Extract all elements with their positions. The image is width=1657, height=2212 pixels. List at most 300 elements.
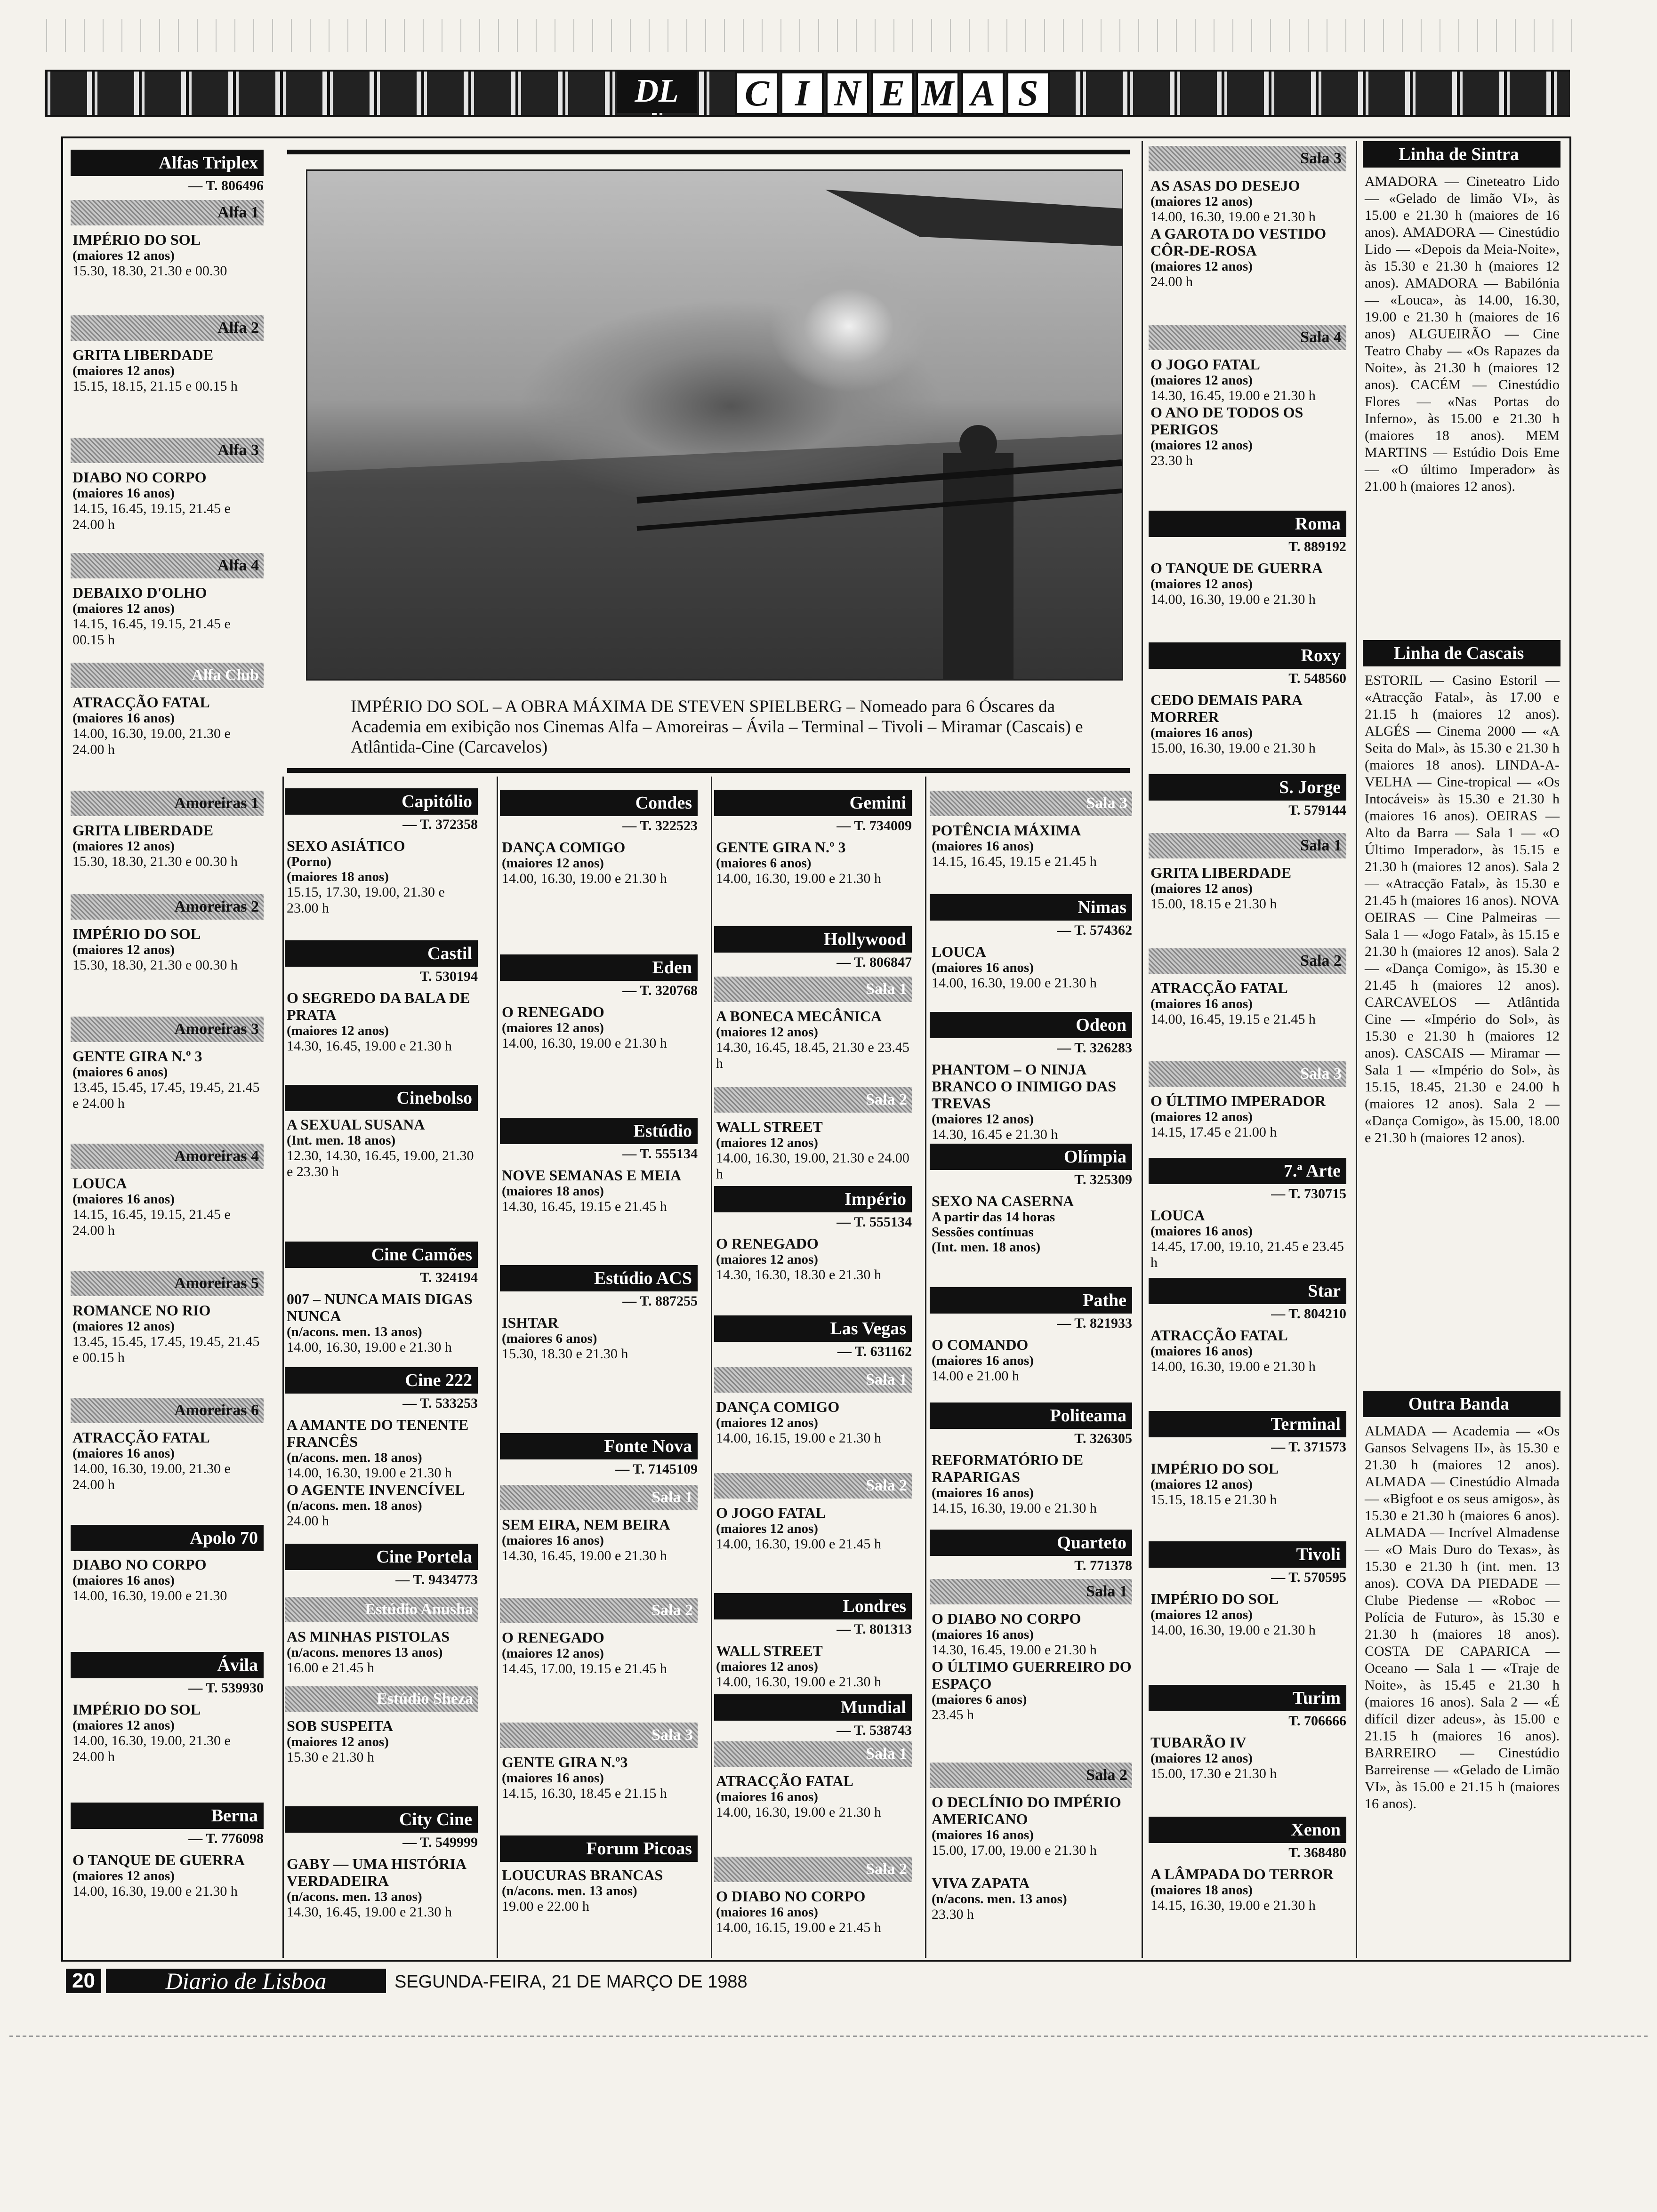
film-title: ATRACÇÃO FATAL bbox=[1150, 979, 1288, 996]
film-times: 12.30, 14.30, 16.45, 19.00, 21.30 e 23.30 h bbox=[287, 1148, 474, 1179]
film-rating: (maiores 16 anos) bbox=[72, 1192, 175, 1207]
region-header: Linha de Cascais bbox=[1363, 640, 1560, 666]
film-times: 14.00, 16.30, 19.00 e 21.30 h bbox=[72, 1883, 238, 1899]
venue-phone: — T. 9434773 bbox=[395, 1572, 478, 1587]
film-title: O TANQUE DE GUERRA bbox=[72, 1851, 245, 1868]
film-times: 16.00 e 21.45 h bbox=[287, 1660, 374, 1675]
sala-header: Sala 1 bbox=[714, 977, 912, 1002]
film-times: 15.00, 16.30, 19.00 e 21.30 h bbox=[1150, 740, 1316, 756]
venue-phone: T. 889192 bbox=[1288, 539, 1346, 554]
film-rating: (maiores 16 anos) bbox=[932, 1485, 1034, 1500]
film-rating: (maiores 12 anos) bbox=[72, 1718, 175, 1733]
film-title: O DECLÍNIO DO IMPÉRIO AMERICANO bbox=[932, 1794, 1121, 1827]
sala-header: Sala 3 bbox=[1149, 146, 1346, 171]
footer-masthead: Diario de Lisboa bbox=[106, 1969, 386, 1993]
venue-header: Apolo 70 bbox=[71, 1525, 264, 1551]
film-title: O DIABO NO CORPO bbox=[716, 1888, 866, 1905]
header-letter: N bbox=[826, 72, 869, 115]
film-rating: (maiores 16 anos) bbox=[72, 1446, 175, 1461]
sala-header: Alfa 3 bbox=[71, 438, 264, 463]
venue-header: Ávila bbox=[71, 1652, 264, 1678]
venue-phone: — T. 806847 bbox=[837, 954, 912, 970]
venue-phone: — T. 326283 bbox=[1057, 1040, 1132, 1056]
film-rating: (maiores 16 anos) bbox=[502, 1771, 604, 1786]
column-rule bbox=[1142, 141, 1143, 1958]
sala-header: Alfa Club bbox=[71, 663, 264, 688]
venue-header: Roma bbox=[1149, 511, 1346, 537]
film-rating: (maiores 12 anos) bbox=[72, 839, 175, 854]
film-title: IMPÉRIO DO SOL bbox=[1150, 1460, 1279, 1477]
venue-header: Forum Picoas bbox=[500, 1835, 698, 1862]
venue-header: Berna bbox=[71, 1803, 264, 1829]
film-times: 14.00, 16.30, 19.00 e 21.30 h bbox=[502, 1035, 667, 1051]
film-rating: (maiores 16 anos) bbox=[1150, 1224, 1253, 1239]
film-times: 14.00, 16.45, 19.15 e 21.45 h bbox=[1150, 1011, 1316, 1027]
film-title: ATRACÇÃO FATAL bbox=[716, 1772, 853, 1789]
film-rating: (maiores 12 anos) bbox=[72, 601, 175, 616]
film-times: 14.00, 16.30, 19.00 e 21.30 h bbox=[502, 871, 667, 886]
venue-phone: — T. 734009 bbox=[837, 818, 912, 834]
film-times: 14.00, 16.30, 19.00 e 21.45 h bbox=[716, 1536, 881, 1552]
film-times: 14.30, 16.45, 19.00 e 21.30 h bbox=[287, 1038, 452, 1054]
film-times: 24.00 h bbox=[1150, 274, 1193, 289]
sala-header: Sala 1 bbox=[930, 1579, 1132, 1604]
venue-phone: T. 325309 bbox=[1074, 1172, 1132, 1187]
film-rating: (maiores 6 anos) bbox=[932, 1692, 1027, 1707]
film-times: 15.15, 18.15 e 21.30 h bbox=[1150, 1492, 1277, 1507]
film-title: A SEXUAL SUSANA bbox=[287, 1116, 425, 1133]
venue-header: Politeama bbox=[930, 1403, 1132, 1429]
film-times: 14.15, 16.30, 18.45 e 21.15 h bbox=[502, 1786, 667, 1801]
film-title: A LÂMPADA DO TERROR bbox=[1150, 1866, 1334, 1883]
film-title: SEXO ASIÁTICO bbox=[287, 837, 405, 854]
film-rating: (maiores 12 anos) bbox=[716, 1659, 818, 1674]
film-times: 14.30, 16.45, 19.00 e 21.30 h bbox=[287, 1904, 452, 1920]
venue-phone: — T. 776098 bbox=[188, 1831, 264, 1846]
venue-header: Cine Camões bbox=[285, 1242, 478, 1268]
sala-header: Sala 1 bbox=[714, 1367, 912, 1393]
venue-header: Estúdio bbox=[500, 1118, 698, 1144]
film-rating: (maiores 16 anos) bbox=[1150, 1344, 1253, 1359]
film-title: IMPÉRIO DO SOL bbox=[72, 1701, 201, 1718]
film-title: GENTE GIRA N.º3 bbox=[502, 1754, 628, 1771]
film-times: 15.00, 17.00, 19.00 e 21.30 h bbox=[932, 1843, 1097, 1858]
sala-header: Estúdio Anusha bbox=[285, 1597, 478, 1622]
header-letter: S bbox=[1006, 72, 1050, 115]
venue-header: Estúdio ACS bbox=[500, 1265, 698, 1291]
venue-phone: T. 326305 bbox=[1074, 1431, 1132, 1446]
film-title: VIVA ZAPATA bbox=[932, 1875, 1030, 1891]
venue-header: Condes bbox=[500, 790, 698, 816]
film-rating: (maiores 16 anos) bbox=[932, 960, 1034, 975]
film-rating: (maiores 12 anos) bbox=[716, 1135, 818, 1150]
header-letter: E bbox=[871, 72, 914, 115]
film-rating: (maiores 16 anos) bbox=[72, 486, 175, 501]
venue-header: Las Vegas bbox=[714, 1315, 912, 1342]
film-times: 19.00 e 22.00 h bbox=[502, 1899, 589, 1914]
film-title: AS ASAS DO DESEJO bbox=[1150, 177, 1300, 194]
venue-phone: — T. 570595 bbox=[1271, 1570, 1346, 1585]
sala-header: Sala 2 bbox=[714, 1857, 912, 1882]
newspaper-logo: DL bbox=[617, 70, 697, 113]
film-title: IMPÉRIO DO SOL bbox=[72, 925, 201, 942]
film-times: 13.45, 15.45, 17.45, 19.45, 21.45 e 24.00 h bbox=[72, 1080, 260, 1111]
film-title: GENTE GIRA N.º 3 bbox=[72, 1048, 202, 1065]
column-rule bbox=[1356, 141, 1357, 1958]
film-times: 14.00 e 21.00 h bbox=[932, 1368, 1019, 1384]
venue-header: Gemini bbox=[714, 790, 912, 816]
film-times: 14.15, 16.45, 19.15, 21.45 e 24.00 h bbox=[72, 1207, 231, 1238]
sala-header: Sala 2 bbox=[500, 1598, 698, 1623]
film-rating: (maiores 12 anos) bbox=[1150, 259, 1253, 274]
film-rating: (maiores 12 anos) bbox=[502, 1646, 604, 1661]
film-times: 14.15, 16.30, 19.00 e 21.30 h bbox=[932, 1500, 1097, 1516]
film-title: IMPÉRIO DO SOL bbox=[72, 231, 201, 248]
film-times: 14.30, 16.45 e 21.30 h bbox=[932, 1127, 1058, 1142]
venue-header: Nimas bbox=[930, 894, 1132, 921]
venue-header: Quarteto bbox=[930, 1530, 1132, 1556]
venue-header: Hollywood bbox=[714, 926, 912, 953]
header-letter: C bbox=[735, 72, 779, 115]
film-times: 14.00, 16.30, 19.00 e 21.30 h bbox=[287, 1465, 452, 1481]
region-listing: ESTORIL — Casino Estoril — «Atracção Fatal», às 17.00 e 21.15 h (maiores 12 anos). ALGÉS — Cinema 2000 — «A Seita do Mal», às 15.30 e 21.30 h (maiores 18 anos). LINDA-A-VELHA — Cine-tropical — «Os Intocáveis» às 15.30 e 21.30 h (maiores 16 anos). OEIRAS — Alto da Barra — Sala 1 — «O Último Imperador», às 15.15 e 21.30 h (maiores 12 anos). Sala 2 — «Atracção Fatal», às 15.30 e 21.45 h (maiores 16 anos). NOVA OEIRAS — Cine Palmeiras — Sala 1 — «Jogo Fatal», às 15.15 e 21.30 h (maiores 12 anos). Sala 2 — «Dança Comigo», às 15.30 e 21.45 h (maiores 12 anos). CARCAVELOS — Atlântida Cine — «Império do Sol», às 15.30 e 21.30 h (maiores 12 anos). CASCAIS — Miramar — Sala 1 — «Império do Sol», às 15.15, 18.45, 21.30 e 24.00 h (maiores 12 anos). Sala 2 — «Dança Comigo», às 15.00, 18.00 e 21.30 h (maiores 12 anos). bbox=[1365, 673, 1560, 1146]
film-times: 14.00, 16.15, 19.00 e 21.30 h bbox=[716, 1430, 881, 1446]
film-title: 007 – NUNCA MAIS DIGAS NUNCA bbox=[287, 1290, 473, 1324]
venue-header: Pathe bbox=[930, 1287, 1132, 1314]
sala-header: Estúdio Sheza bbox=[285, 1686, 478, 1712]
film-title: O RENEGADO bbox=[716, 1235, 819, 1252]
film-times: 14.30, 16.45, 19.00 e 21.30 h bbox=[502, 1548, 667, 1563]
photo-rule-top bbox=[287, 150, 1130, 154]
venue-phone: T. 324194 bbox=[420, 1270, 478, 1285]
film-times: 14.00, 16.30, 19.00, 21.30 e 24.00 h bbox=[716, 1150, 909, 1182]
venue-header: S. Jorge bbox=[1149, 774, 1346, 801]
film-times: 13.45, 15.45, 17.45, 19.45, 21.45 e 00.15 h bbox=[72, 1334, 260, 1365]
film-rating: (maiores 12 anos) bbox=[287, 1023, 389, 1038]
film-rating: (n/acons. men. 13 anos) bbox=[287, 1324, 422, 1339]
venue-header: Londres bbox=[714, 1593, 912, 1619]
film-title: GRITA LIBERDADE bbox=[1150, 864, 1292, 881]
film-title: IMPÉRIO DO SOL bbox=[1150, 1590, 1279, 1607]
film-rating: (maiores 18 anos) bbox=[502, 1184, 604, 1199]
film-rating: (maiores 12 anos) bbox=[716, 1252, 818, 1267]
film-title: O RENEGADO bbox=[502, 1629, 604, 1646]
venue-phone: — T. 555134 bbox=[837, 1214, 912, 1230]
venue-header: Eden bbox=[500, 954, 698, 981]
film-rating: (maiores 12 anos) bbox=[502, 1020, 604, 1035]
film-times: 23.30 h bbox=[932, 1907, 974, 1922]
film-rating: (Porno) (maiores 18 anos) bbox=[287, 854, 389, 884]
film-title: DIABO NO CORPO bbox=[72, 1556, 207, 1573]
venue-header: Fonte Nova bbox=[500, 1433, 698, 1459]
page-number: 20 bbox=[66, 1969, 101, 1993]
film-rating: (maiores 16 anos) bbox=[716, 1789, 818, 1804]
venue-phone: — T. 730715 bbox=[1271, 1186, 1346, 1202]
film-rating: (n/acons. men. 13 anos) bbox=[932, 1891, 1067, 1907]
film-title: GRITA LIBERDADE bbox=[72, 822, 214, 839]
film-times: 14.00, 16.30, 19.00, 21.30 e 24.00 h bbox=[72, 1733, 231, 1764]
film-rating: (n/acons. men. 13 anos) bbox=[502, 1883, 637, 1899]
film-times: 14.00, 16.30, 19.00 e 21.30 h bbox=[716, 871, 881, 886]
column-rule bbox=[497, 777, 498, 1958]
film-title: ATRACÇÃO FATAL bbox=[72, 694, 210, 711]
venue-header: Mundial bbox=[714, 1694, 912, 1721]
film-title: O ÚLTIMO GUERREIRO DO ESPAÇO bbox=[932, 1658, 1132, 1692]
venue-phone: — T. 538743 bbox=[837, 1723, 912, 1738]
film-times: 15.30 e 21.30 h bbox=[287, 1749, 374, 1765]
venue-phone: — T. 320768 bbox=[622, 983, 698, 998]
film-rating: (Int. men. 18 anos) bbox=[287, 1133, 396, 1148]
venue-phone: T. 579144 bbox=[1288, 802, 1346, 818]
venue-header: Cine 222 bbox=[285, 1367, 478, 1394]
venue-phone: — T. 804210 bbox=[1271, 1306, 1346, 1322]
sala-header: Sala 1 bbox=[1149, 833, 1346, 858]
film-rating: (n/acons. menores 13 anos) bbox=[287, 1645, 443, 1660]
film-rating: (maiores 12 anos) bbox=[72, 1868, 175, 1883]
film-rating: (maiores 16 anos) bbox=[932, 839, 1034, 854]
header-letter: I bbox=[780, 72, 824, 115]
photo-caption: IMPÉRIO DO SOL – A OBRA MÁXIMA DE STEVEN SPIELBERG – Nomeado para 6 Óscares da Academia em exibição nos Cinemas Alfa – Amoreiras – Ávila – Terminal – Tivoli – Miramar (Cascais) e Atlântida-Cine (Carcavelos) bbox=[351, 697, 1083, 757]
header-letter: A bbox=[961, 72, 1005, 115]
film-title: PHANTOM – O NINJA BRANCO O INIMIGO DAS TREVAS bbox=[932, 1061, 1117, 1112]
venue-phone: — T. 806496 bbox=[188, 178, 264, 193]
venue-header: Roxy bbox=[1149, 642, 1346, 669]
film-rating: (maiores 16 anos) bbox=[1150, 725, 1253, 740]
film-rating: (maiores 16 anos) bbox=[72, 1573, 175, 1588]
film-title: A BONECA MECÂNICA bbox=[716, 1008, 882, 1025]
film-times: 14.30, 16.45, 19.00 e 21.30 h bbox=[932, 1642, 1097, 1658]
sala-header: Alfa 4 bbox=[71, 553, 264, 578]
film-times: 14.00, 16.30, 19.00 e 21.30 h bbox=[1150, 592, 1316, 607]
venue-header: Star bbox=[1149, 1278, 1346, 1304]
film-title: WALL STREET bbox=[716, 1642, 823, 1659]
venue-phone: — T. 7145109 bbox=[615, 1461, 698, 1477]
film-rating: (maiores 12 anos) bbox=[716, 1521, 818, 1536]
venue-header: Odeon bbox=[930, 1012, 1132, 1038]
column-rule bbox=[711, 777, 712, 1958]
sala-header: Amoreiras 2 bbox=[71, 894, 264, 920]
venue-phone: — T. 322523 bbox=[622, 818, 698, 834]
venue-header: 7.ª Arte bbox=[1149, 1158, 1346, 1184]
sala-header: Amoreiras 6 bbox=[71, 1398, 264, 1423]
film-rating: (maiores 16 anos) bbox=[932, 1353, 1034, 1368]
film-rating: (maiores 12 anos) bbox=[1150, 1751, 1253, 1766]
film-rating: (maiores 12 anos) bbox=[72, 363, 175, 378]
film-rating: (maiores 12 anos) bbox=[1150, 1607, 1253, 1622]
film-rating: (maiores 16 anos) bbox=[1150, 996, 1253, 1011]
venue-phone: — T. 372358 bbox=[402, 817, 478, 832]
venue-header: Capitólio bbox=[285, 788, 478, 815]
film-times: 14.00, 16.30, 19.00, 21.30 e 24.00 h bbox=[72, 1461, 231, 1492]
film-title: WALL STREET bbox=[716, 1118, 823, 1135]
film-title: REFORMATÓRIO DE RAPARIGAS bbox=[932, 1451, 1084, 1485]
film-times: 23.45 h bbox=[932, 1707, 974, 1723]
film-title: ATRACÇÃO FATAL bbox=[72, 1429, 210, 1446]
film-title: ISHTAR bbox=[502, 1314, 559, 1331]
film-title: O JOGO FATAL bbox=[716, 1504, 826, 1521]
venue-phone: — T. 539930 bbox=[188, 1680, 264, 1696]
film-title: LOUCURAS BRANCAS bbox=[502, 1867, 663, 1883]
venue-phone: T. 706666 bbox=[1288, 1713, 1346, 1729]
film-times: 14.00, 16.30, 19.00 e 21.30 h bbox=[716, 1804, 881, 1820]
sala-header: Sala 1 bbox=[714, 1741, 912, 1767]
venue-phone: — T. 631162 bbox=[837, 1344, 912, 1359]
sala-header: Amoreiras 3 bbox=[71, 1017, 264, 1042]
film-title: A GAROTA DO VESTIDO CÔR-DE-ROSA bbox=[1150, 225, 1327, 259]
sala-header: Sala 2 bbox=[1149, 948, 1346, 974]
bottom-rule bbox=[9, 2036, 1648, 2037]
film-title: O RENEGADO bbox=[502, 1003, 604, 1020]
film-times: 15.15, 17.30, 19.00, 21.30 e 23.00 h bbox=[287, 884, 445, 916]
film-rating: (maiores 12 anos) bbox=[1150, 1477, 1253, 1492]
film-title: DEBAIXO D'OLHO bbox=[72, 584, 207, 601]
film-times: 14.00, 16.30, 19.00, 21.30 e 24.00 h bbox=[72, 726, 231, 757]
film-title: NOVE SEMANAS E MEIA bbox=[502, 1167, 682, 1184]
venue-phone: — T. 533253 bbox=[402, 1395, 478, 1411]
film-times: 14.45, 17.00, 19.15 e 21.45 h bbox=[502, 1661, 667, 1676]
film-times: 15.30, 18.30, 21.30 e 00.30 h bbox=[72, 854, 238, 869]
film-rating: (maiores 6 anos) bbox=[502, 1331, 597, 1346]
film-times: 14.15, 17.45 e 21.00 h bbox=[1150, 1124, 1277, 1140]
venue-phone: — T. 371573 bbox=[1271, 1439, 1346, 1455]
venue-phone: — T. 574362 bbox=[1057, 922, 1132, 938]
sala-header: Amoreiras 1 bbox=[71, 791, 264, 816]
film-title: DIABO NO CORPO bbox=[72, 469, 207, 486]
film-times: 15.00, 17.30 e 21.30 h bbox=[1150, 1766, 1277, 1781]
sala-header: Alfa 1 bbox=[71, 200, 264, 225]
venue-header: Alfas Triplex bbox=[71, 150, 264, 176]
film-rating: (maiores 16 anos) bbox=[932, 1627, 1034, 1642]
film-title: O TANQUE DE GUERRA bbox=[1150, 560, 1323, 577]
film-rating: (maiores 12 anos) bbox=[716, 1025, 818, 1040]
film-title: SEXO NA CASERNA bbox=[932, 1193, 1074, 1210]
sala-header: Amoreiras 4 bbox=[71, 1144, 264, 1169]
film-title: SOB SUSPEITA bbox=[287, 1717, 394, 1734]
film-rating: (n/acons. men. 18 anos) bbox=[287, 1498, 422, 1513]
film-times: 14.30, 16.45, 19.00 e 21.30 h bbox=[1150, 388, 1316, 403]
film-rating: (n/acons. men. 18 anos) bbox=[287, 1450, 422, 1465]
venue-header: Turim bbox=[1149, 1685, 1346, 1711]
film-title: O JOGO FATAL bbox=[1150, 356, 1260, 373]
venue-phone: T. 368480 bbox=[1288, 1845, 1346, 1860]
film-times: 14.00, 16.30, 19.00 e 21.30 h bbox=[932, 975, 1097, 991]
film-title: LOUCA bbox=[1150, 1207, 1205, 1224]
film-times: 14.00, 16.30, 19.00 e 21.30 h bbox=[1150, 1622, 1316, 1638]
film-title: O ÚLTIMO IMPERADOR bbox=[1150, 1092, 1326, 1109]
venue-header: Cinebolso bbox=[285, 1085, 478, 1111]
sala-header: Sala 2 bbox=[714, 1087, 912, 1113]
film-times: 14.45, 17.00, 19.10, 21.45 e 23.45 h bbox=[1150, 1239, 1344, 1270]
sala-header: Sala 3 bbox=[1149, 1061, 1346, 1087]
film-rating: (maiores 16 anos) bbox=[502, 1533, 604, 1548]
film-rating: (maiores 12 anos) bbox=[1150, 1109, 1253, 1124]
film-rating: (maiores 12 anos) bbox=[716, 1415, 818, 1430]
film-title: DANÇA COMIGO bbox=[716, 1398, 840, 1415]
venue-header: Olímpia bbox=[930, 1144, 1132, 1170]
sala-header: Sala 2 bbox=[930, 1763, 1132, 1788]
sala-header: Sala 2 bbox=[714, 1473, 912, 1499]
film-times: 14.15, 16.30, 19.00 e 21.30 h bbox=[1150, 1898, 1316, 1913]
film-times: 15.15, 18.15, 21.15 e 00.15 h bbox=[72, 378, 238, 394]
venue-header: Terminal bbox=[1149, 1411, 1346, 1437]
film-title: O ANO DE TODOS OS PERIGOS bbox=[1150, 404, 1303, 438]
column-rule bbox=[282, 777, 284, 1958]
venue-phone: — T. 821933 bbox=[1057, 1315, 1132, 1331]
film-title: O COMANDO bbox=[932, 1336, 1029, 1353]
film-times: 14.00, 16.30, 19.00 e 21.30 h bbox=[287, 1339, 452, 1355]
photo-rule-bottom bbox=[287, 768, 1130, 773]
column-rule bbox=[925, 777, 926, 1958]
film-rating: (maiores 12 anos) bbox=[1150, 194, 1253, 209]
film-rating: (maiores 6 anos) bbox=[716, 856, 812, 871]
venue-header: City Cine bbox=[285, 1806, 478, 1833]
film-title: ROMANCE NO RIO bbox=[72, 1302, 211, 1319]
venue-phone: T. 548560 bbox=[1288, 671, 1346, 686]
film-title: LOUCA bbox=[72, 1175, 127, 1192]
film-rating: (maiores 16 anos) bbox=[716, 1905, 818, 1920]
film-title: TUBARÃO IV bbox=[1150, 1734, 1247, 1751]
venue-header: Cine Portela bbox=[285, 1544, 478, 1570]
sala-header: Sala 1 bbox=[500, 1485, 698, 1510]
film-times: 15.30, 18.30 e 21.30 h bbox=[502, 1346, 628, 1362]
film-times: 14.00, 16.30, 19.00 e 21.30 bbox=[72, 1588, 227, 1603]
sala-header: Amoreiras 5 bbox=[71, 1271, 264, 1296]
sala-header: Sala 4 bbox=[1149, 325, 1346, 350]
venue-header: Império bbox=[714, 1186, 912, 1212]
venue-header: Xenon bbox=[1149, 1817, 1346, 1843]
film-title: GABY — UMA HISTÓRIA VERDADEIRA bbox=[287, 1855, 466, 1889]
film-rating: (maiores 12 anos) bbox=[502, 856, 604, 871]
film-times: 14.30, 16.45, 19.15 e 21.45 h bbox=[502, 1199, 667, 1214]
venue-phone: — T. 555134 bbox=[622, 1146, 698, 1162]
film-rating: (maiores 16 anos) bbox=[72, 711, 175, 726]
film-rating: (n/acons. men. 13 anos) bbox=[287, 1889, 422, 1904]
film-title: AS MINHAS PISTOLAS bbox=[287, 1628, 450, 1645]
region-listing: ALMADA — Academia — «Os Gansos Selvagens II», às 15.30 e 21.30 h (maiores 12 anos). ALMADA — Cinestúdio Almada — «Bigfoot e os seus amigos», às 15.30 e 21.30 h (maiores 6 anos). ALMADA — Incrível Almadense — «O Mais Duro do Texas», às 15.30 e 21.30 h (int. men. 13 anos). COVA DA PIEDADE — Clube Piedense — «Roboc — Polícia de Futuro», às 15.30 e 21.30 h (maiores 18 anos). COSTA DE CAPARICA — Oceano — Sala 1 — «Traje de Noite», às 15.45 e 21.30 h (maiores 16 anos). Sala 2 — «É difícil dizer adeus», às 15.00 e 21.15 h (maiores 16 anos). BARREIRO — Cinestúdio Barreirense — «Gelado de Limão VI», às 15.00 e 21.15 h (maiores 16 anos). bbox=[1365, 1423, 1560, 1811]
film-rating: (maiores 18 anos) bbox=[1150, 1883, 1253, 1898]
film-rating: (maiores 12 anos) bbox=[1150, 438, 1253, 453]
film-times: 23.30 h bbox=[1150, 453, 1193, 468]
sala-header: Sala 3 bbox=[930, 791, 1132, 816]
film-times: 14.00, 16.30, 19.00 e 21.30 h bbox=[1150, 1359, 1316, 1374]
film-times: 15.30, 18.30, 21.30 e 00.30 bbox=[72, 263, 227, 279]
venue-header: Tivoli bbox=[1149, 1541, 1346, 1568]
film-rating: (maiores 12 anos) bbox=[1150, 577, 1253, 592]
film-times: 14.15, 16.45, 19.15, 21.45 e 24.00 h bbox=[72, 501, 231, 532]
film-title: ATRACÇÃO FATAL bbox=[1150, 1327, 1288, 1344]
film-rating: A partir das 14 horas Sessões contínuas (Int. men. 18 anos) bbox=[932, 1210, 1055, 1255]
film-rating: (maiores 12 anos) bbox=[932, 1112, 1034, 1127]
film-title: DANÇA COMIGO bbox=[502, 839, 626, 856]
region-header: Linha de Sintra bbox=[1363, 141, 1560, 168]
venue-phone: — T. 887255 bbox=[622, 1293, 698, 1309]
film-rating: (maiores 12 anos) bbox=[1150, 373, 1253, 388]
photo-illustration bbox=[307, 171, 1122, 679]
film-rating: (maiores 12 anos) bbox=[72, 942, 175, 957]
film-title: O SEGREDO DA BALA DE PRATA bbox=[287, 989, 470, 1023]
film-times: 14.15, 16.45, 19.15 e 21.45 h bbox=[932, 854, 1097, 869]
film-times: 14.30, 16.45, 18.45, 21.30 e 23.45 h bbox=[716, 1040, 909, 1071]
venue-phone: — T. 801313 bbox=[837, 1621, 912, 1637]
film-title: O DIABO NO CORPO bbox=[932, 1610, 1081, 1627]
header-letter: M bbox=[916, 72, 959, 115]
film-rating: (maiores 6 anos) bbox=[72, 1065, 168, 1080]
feature-photo bbox=[306, 169, 1123, 681]
film-rating: (maiores 12 anos) bbox=[287, 1734, 389, 1749]
film-title: GRITA LIBERDADE bbox=[72, 346, 214, 363]
film-rating: (maiores 12 anos) bbox=[72, 248, 175, 263]
venue-phone: T. 771378 bbox=[1074, 1558, 1132, 1573]
